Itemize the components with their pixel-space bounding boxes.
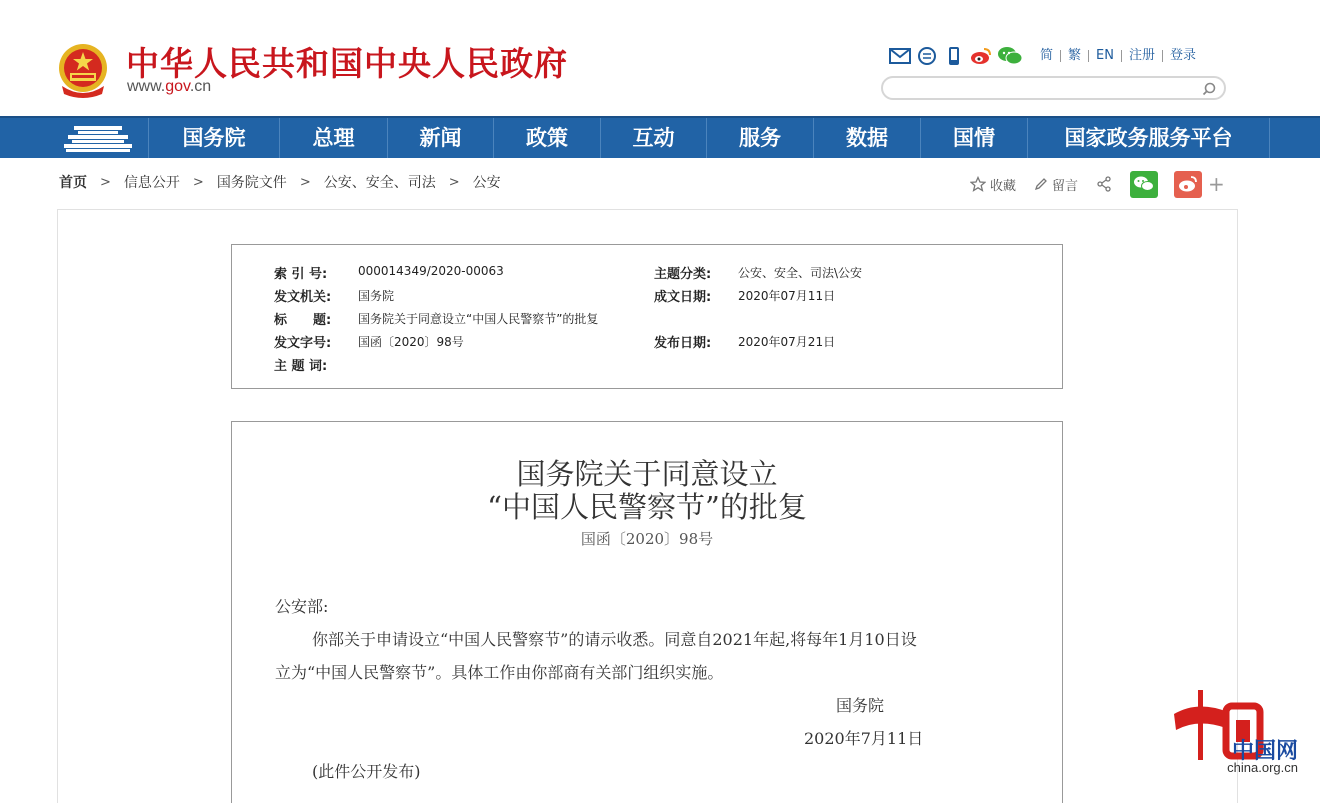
site-header	[0, 0, 1320, 116]
weibo-icon	[1177, 175, 1199, 193]
document-title-line1: 国务院关于同意设立	[516, 457, 778, 491]
nav-item-national-info[interactable]: 国情	[920, 118, 1027, 158]
lang-traditional-link[interactable]: 繁	[1061, 50, 1089, 62]
comment-label: 留言	[1052, 178, 1079, 194]
mobile-icon[interactable]	[942, 45, 966, 67]
domain-prefix: www.	[127, 78, 166, 95]
breadcrumb-state-council-docs[interactable]: 国务院文件	[216, 175, 287, 191]
document-number: 国函〔2020〕98号	[580, 530, 714, 548]
doc-number-value: 国函〔2020〕98号	[358, 335, 464, 349]
chevron-right-icon: >	[448, 174, 460, 190]
breadcrumb	[57, 172, 503, 192]
published-date-value: 2020年07月21日	[738, 335, 836, 349]
watermark-url: china.org.cn	[1227, 760, 1298, 775]
share-button[interactable]	[1096, 176, 1116, 192]
star-icon	[970, 176, 986, 192]
published-date-label: 发布日期:	[654, 336, 712, 351]
category-value: 公安、安全、司法\公安	[738, 266, 863, 280]
site-domain	[127, 78, 211, 96]
watermark-brand: 中国网	[1231, 739, 1298, 764]
more-share-icon[interactable]: +	[1208, 172, 1225, 196]
issuer-label: 发文机关:	[274, 290, 332, 305]
nav-item-services[interactable]: 服务	[706, 118, 813, 158]
nav-item-news[interactable]: 新闻	[387, 118, 493, 158]
search-box	[881, 76, 1226, 100]
document-salutation: 公安部:	[275, 597, 329, 616]
document-metadata-table	[231, 244, 1063, 389]
created-date-label: 成文日期:	[654, 290, 712, 305]
title-value: 国务院关于同意设立“中国人民警察节”的批复	[358, 312, 599, 326]
breadcrumb-home[interactable]: 首页	[59, 175, 87, 191]
login-link[interactable]: 登录	[1170, 48, 1197, 63]
lang-english-link[interactable]: EN	[1089, 50, 1122, 62]
search-input[interactable]	[893, 79, 1193, 99]
nav-item-data[interactable]: 数据	[813, 118, 920, 158]
national-emblem-logo[interactable]	[56, 42, 110, 98]
favorite-label: 收藏	[990, 178, 1017, 194]
nav-item-policy[interactable]: 政策	[493, 118, 600, 158]
weibo-icon[interactable]	[969, 45, 993, 67]
keywords-label: 主 题 词:	[274, 359, 328, 374]
document-body-line2: 立为“中国人民警察节”。具体工作由你部商有关部门组织实施。	[275, 663, 724, 682]
document-title-line2: “中国人民警察节”的批复	[487, 490, 807, 524]
register-link[interactable]: 注册	[1122, 50, 1163, 62]
document-body-line1: 你部关于申请设立“中国人民警察节”的请示收悉。同意自2021年起,将每年1月10日设	[312, 630, 917, 649]
china-net-watermark-logo	[1168, 688, 1298, 780]
chevron-right-icon: >	[192, 174, 204, 190]
breadcrumb-public-security-justice[interactable]: 公安、安全、司法	[323, 175, 436, 191]
nav-item-premier[interactable]: 总理	[279, 118, 387, 158]
chevron-right-icon: >	[100, 174, 111, 190]
title-label: 标 题:	[274, 313, 332, 328]
category-label: 主题分类:	[654, 267, 712, 282]
created-date-value: 2020年07月11日	[738, 289, 836, 303]
breadcrumb-info-disclosure[interactable]: 信息公开	[123, 175, 180, 191]
domain-mid: gov	[165, 78, 190, 95]
lang-simplified-link[interactable]: 简	[1033, 50, 1061, 62]
nav-item-interaction[interactable]: 互动	[600, 118, 706, 158]
domain-suffix: .cn	[189, 78, 212, 95]
document-signature: 国务院	[836, 696, 885, 715]
tiananmen-icon[interactable]	[48, 118, 148, 158]
top-links	[888, 44, 1203, 68]
document-publication-note: (此件公开发布)	[312, 762, 421, 781]
weibo-share-button[interactable]	[1174, 171, 1202, 198]
chevron-right-icon: >	[299, 174, 311, 190]
chat-icon[interactable]	[915, 45, 939, 67]
nav-item-gov-service-platform[interactable]: 国家政务服务平台	[1027, 118, 1270, 158]
comment-button[interactable]	[1034, 175, 1078, 194]
search-icon[interactable]	[1202, 81, 1216, 100]
article-tools	[970, 170, 1225, 198]
issuer-value: 国务院	[358, 289, 395, 303]
site-title[interactable]: 中华人民共和国中央人民政府	[126, 44, 568, 83]
index-label: 索 引 号:	[274, 267, 328, 282]
breadcrumb-public-security[interactable]: 公安	[472, 175, 501, 191]
favorite-button[interactable]	[970, 175, 1016, 194]
wechat-icon	[1133, 175, 1155, 193]
nav-item-state-council[interactable]: 国务院	[148, 118, 279, 158]
mail-icon[interactable]	[888, 45, 912, 67]
index-value: 000014349/2020-00063	[358, 264, 504, 278]
doc-number-label: 发文字号:	[274, 336, 332, 351]
main-nav	[0, 116, 1320, 158]
wechat-share-button[interactable]	[1130, 171, 1158, 198]
pencil-icon	[1034, 177, 1048, 191]
document-body	[231, 421, 1063, 803]
share-icon	[1096, 176, 1112, 192]
document-date: 2020年7月11日	[804, 729, 924, 748]
wechat-icon[interactable]	[996, 45, 1024, 67]
